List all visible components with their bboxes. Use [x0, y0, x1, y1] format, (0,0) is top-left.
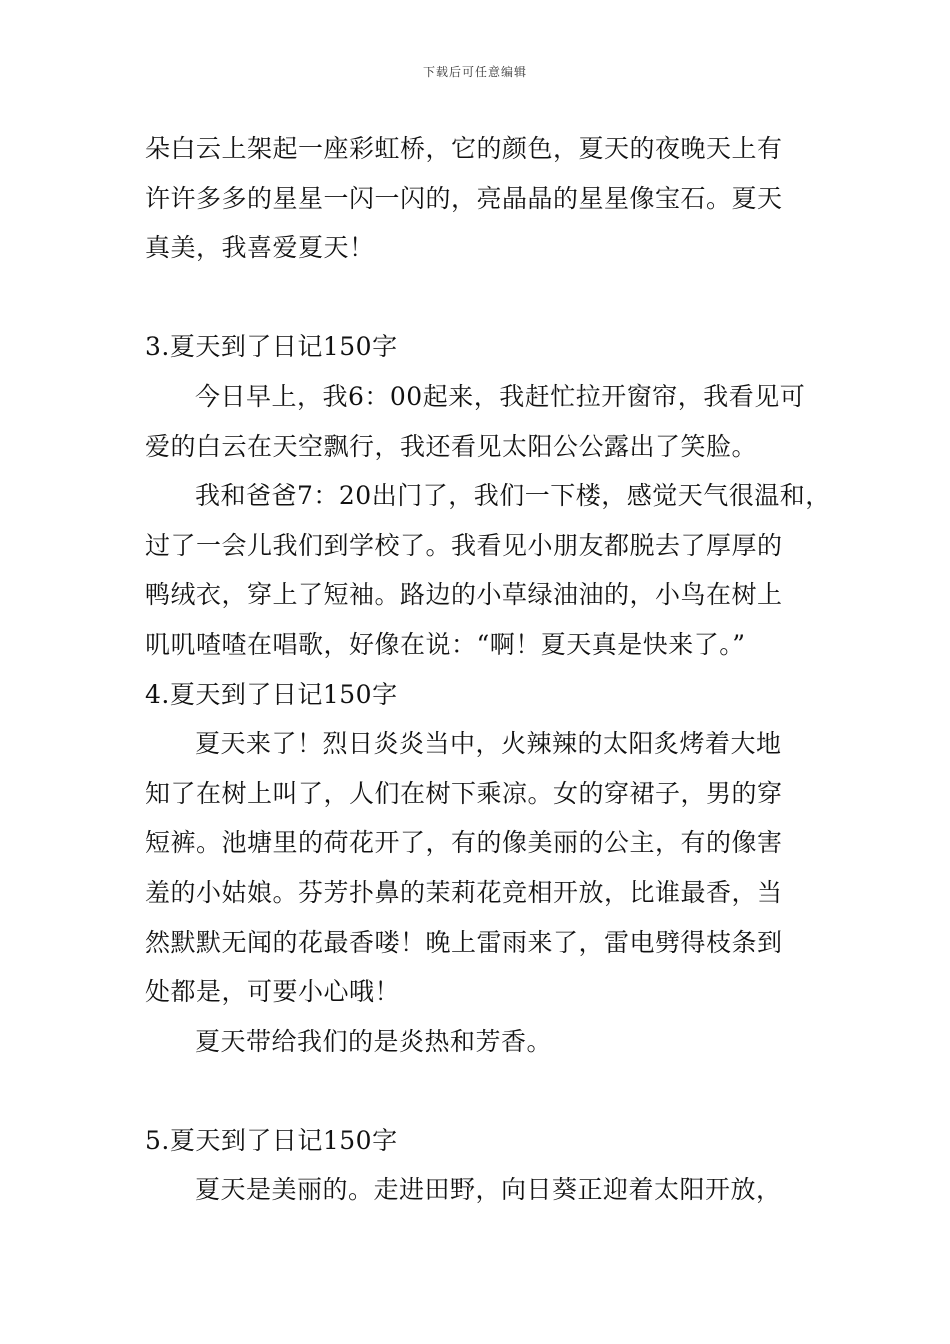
section-heading: 5.夏天到了日记150字 — [145, 1125, 398, 1155]
paragraph-line: 短裤。池塘里的荷花开了，有的像美丽的公主，有的像害 — [145, 828, 783, 858]
paragraph-line: 处都是，可要小心哦！ — [145, 977, 401, 1007]
paragraph-line: 然默默无闻的花最香喽！晚上雷雨来了，雷电劈得枝条到 — [145, 927, 783, 957]
paragraph-line: 许许多多的星星一闪一闪的，亮晶晶的星星像宝石。夏天 — [145, 183, 783, 213]
paragraph-line: 夏天是美丽的。走进田野，向日葵正迎着太阳开放， — [195, 1175, 782, 1205]
document-body — [145, 124, 831, 1215]
paragraph-line: 爱的白云在天空飘行，我还看见太阳公公露出了笑脸。 — [145, 431, 758, 461]
paragraph-line: 鸭绒衣，穿上了短袖。路边的小草绿油油的，小鸟在树上 — [145, 580, 783, 610]
blank-line — [145, 1066, 810, 1116]
page-header: 下载后可任意编辑 — [422, 65, 527, 79]
paragraph-line: 羞的小姑娘。芬芳扑鼻的茉莉花竞相开放，比谁最香，当 — [145, 877, 783, 907]
paragraph-line: 夏天带给我们的是炎热和芳香。 — [195, 1026, 553, 1056]
section-heading: 3.夏天到了日记150字 — [145, 332, 398, 362]
paragraph-line: 叽叽喳喳在唱歌，好像在说：“啊！夏天真是快来了。” — [145, 629, 746, 659]
paragraph-line: 真美，我喜爱夏天！ — [145, 233, 375, 263]
paragraph-line: 夏天来了！烈日炎炎当中，火辣辣的太阳炙烤着大地 — [195, 729, 782, 759]
blank-line — [145, 273, 810, 323]
paragraph-line: 知了在树上叫了，人们在树下乘凉。女的穿裙子，男的穿 — [145, 778, 783, 808]
paragraph-line: 朵白云上架起一座彩虹桥，它的颜色，夏天的夜晚天上有 — [145, 134, 783, 163]
section-heading: 4.夏天到了日记150字 — [145, 679, 398, 709]
paragraph-line: 我和爸爸7：20出门了，我们一下楼，感觉天气很温和， — [195, 481, 831, 511]
paragraph-line: 今日早上，我6：00起来，我赶忙拉开窗帘，我看见可 — [195, 381, 806, 411]
paragraph-line: 过了一会儿我们到学校了。我看见小朋友都脱去了厚厚的 — [145, 530, 783, 560]
